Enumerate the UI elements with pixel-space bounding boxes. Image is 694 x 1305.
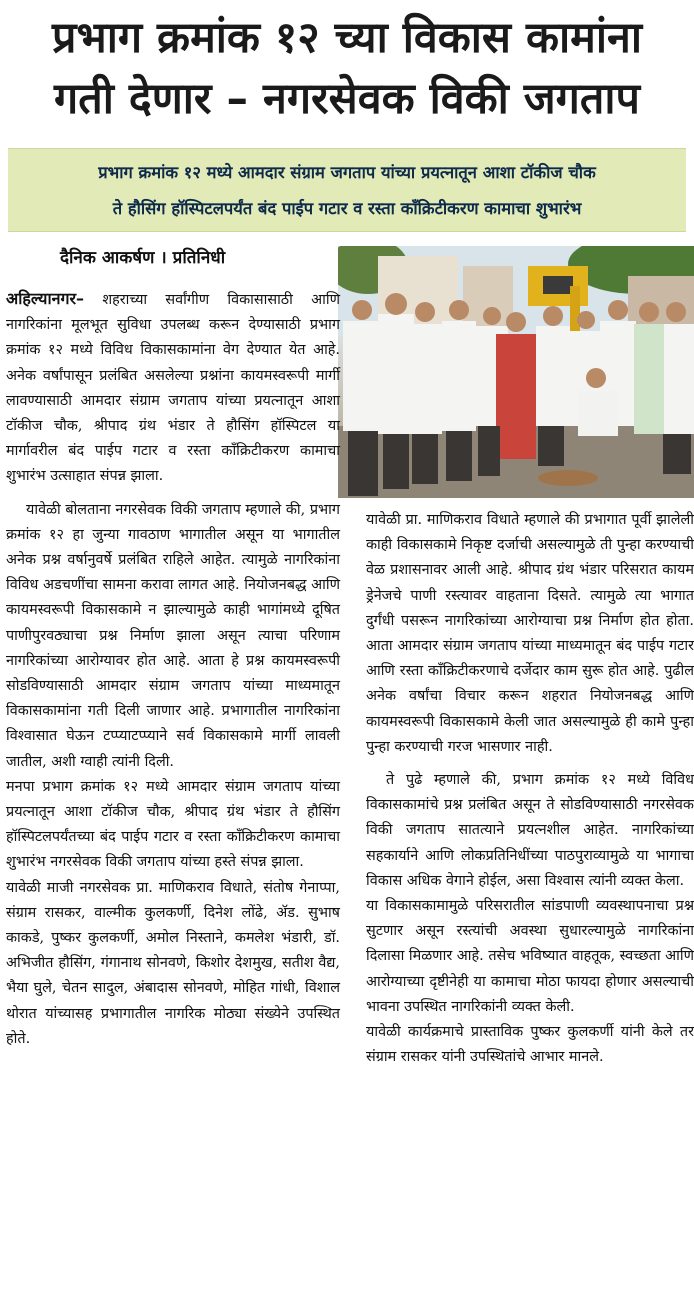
subheadline-line-2: ते हौसिंग हॉस्पिटलपर्यंत बंद पाईप गटार व रस्ता काँक्रिटीकरण कामाचा शुभारंभ xyxy=(112,199,582,218)
byline: दैनिक आकर्षण । प्रतिनिधी xyxy=(60,248,226,268)
article-paragraph-1 xyxy=(6,286,340,490)
article-column-right xyxy=(366,508,694,1070)
article-paragraph-7: या विकासकामामुळे परिसरातील सांडपाणी व्यवस्थापनाचा प्रश्न सुटणार असून रस्त्यांची अवस्था सुधारल्यामुळे नागरिकांना दिलासा मिळणार आहे. तसेच भविष्यात वाहतूक, स्वच्छता आणि आरोग्याच्या दृष्टीनेही या कामाचा मोठा फायदा होणार असल्याची भावना उपस्थित नागरिकांनी व्यक्त केली. xyxy=(366,898,694,1015)
photo-illustration xyxy=(338,246,694,498)
article-paragraph-5: यावेळी प्रा. माणिकराव विधाते म्हणाले की प्रभागात पूर्वी झालेली काही विकासकामे निकृष्ट दर्जाची असल्यामुळे ती पुन्हा करण्याची वेळ प्रशासनावर आली आहे. श्रीपाद ग्रंथ भंडार परिसरात कायम ड्रेनेजचे पाणी रस्त्यावर वाहताना दिसते. त्यामुळे त्या भागात दुर्गंधी पसरून नागरिकांच्या आरोग्याचा प्रश्न निर्माण होत होता. आता आमदार संग्राम जगताप यांच्या माध्यमातून बंद पाईप गटार आणि रस्ता काँक्रिटीकरणाचे दर्जेदार काम सुरू होत आहे. पुढील अनेक वर्षांचा विचार करून शहरात नियोजनबद्ध आणि कायमस्वरूपी विकासकामे केली जात असल्यामुळे ही कामे पुन्हा पुन्हा करण्याची गरज भासणार नाही. xyxy=(366,512,694,755)
headline xyxy=(0,8,694,130)
article-paragraph-8: यावेळी कार्यक्रमाचे प्रास्ताविक पुष्कर कुलकर्णी यांनी केले तर संग्राम रासकर यांनी उपस्थितांचे आभार मानले. xyxy=(366,1024,694,1066)
article-paragraph-3: मनपा प्रभाग क्रमांक १२ मध्ये आमदार संग्राम जगताप यांच्या प्रयत्नातून आशा टॉकीज चौक, श्रीपाद ग्रंथ भंडार ते हौसिंग हॉस्पिटलपर्यंतच्या बंद पाईप गटार व रस्ता काँक्रिटीकरण कामाचा शुभारंभ नगरसेवक विकी जगताप यांच्या हस्ते संपन्न झाला. xyxy=(6,778,340,871)
dateline: अहिल्यानगर– xyxy=(6,289,85,308)
article-paragraph-4: यावेळी माजी नगरसेवक प्रा. माणिकराव विधाते, संतोष गेनाप्पा, संग्राम रासकर, वाल्मीक कुलकर्णी, दिनेश लोंढे, ॲड. सुभाष काकडे, पुष्कर कुलकर्णी, अमोल निस्ताने, कमलेश भंडारी, डॉ. अभिजीत हौसिंग, गंगानाथ सोनवणे, किशोर देशमुख, सतीश वैद्य, भैया घुले, चेतन सादुल, अंबादास सोनवणे, मोहित गांधी, विशाल थोरात यांच्यासह प्रभागातील नागरिक मोठ्या संख्येने उपस्थित होते. xyxy=(6,879,340,1047)
article-paragraph-1-text: शहराच्या सर्वांगीण विकासासाठी आणि नागरिकांना मूलभूत सुविधा उपलब्ध करून देण्यासाठी प्रभाग क्रमांक १२ मध्ये विविध विकासकामांना वेग देण्यात येत आहे. अनेक वर्षांपासून प्रलंबित असलेल्या प्रश्नांना कायमस्वरूपी मार्गी लावण्यासाठी आमदार संग्राम जगताप यांच्या प्रयत्नातून आशा टॉकीज चौक, श्रीपाद ग्रंथ भंडार ते हौसिंग हॉस्पिटल या मार्गावरील बंद पाईप गटार व रस्ता काँक्रिटीकरण कामाचा शुभारंभ उत्साहात संपन्न झाला. xyxy=(6,292,340,485)
article-paragraph-6: ते पुढे म्हणाले की, प्रभाग क्रमांक १२ मध्ये विविध विकासकामांचे प्रश्न प्रलंबित असून ते सोडविण्यासाठी नगरसेवक विकी जगताप सातत्याने प्रयत्नशील आहेत. नागरिकांच्या सहकार्याने आणि लोकप्रतिनिधींच्या पाठपुराव्यामुळे या भागाचा विकास अधिक वेगाने होईल, असा विश्वास त्यांनी व्यक्त केला. xyxy=(366,772,694,889)
headline-line-1: प्रभाग क्रमांक १२ च्या विकास कामांना xyxy=(52,13,642,63)
subheadline-box xyxy=(8,148,686,232)
headline-line-2: गती देणार – नगरसेवक विकी जगताप xyxy=(54,74,640,124)
article-paragraph-2: यावेळी बोलताना नगरसेवक विकी जगताप म्हणाले की, प्रभाग क्रमांक १२ हा जुन्या गावठाण भागातील असून या भागातील अनेक प्रश्न वर्षानुवर्षे प्रलंबित राहिले आहेत. त्यामुळे नागरिकांना विविध अडचणींचा सामना करावा लागत आहे. नियोजनबद्ध आणि कायमस्वरूपी विकासकामे न झाल्यामुळे काही भागांमध्ये दूषित पाणीपुरवठ्याचा प्रश्न निर्माण झाला असून त्याचा परिणाम नागरिकांच्या आरोग्यावर होत आहे. आता हे प्रश्न कायमस्वरूपी सोडविण्यासाठी आमदार संग्राम जगताप यांच्या माध्यमातून विकासकामांना गती दिली जाणार आहे. प्रभागातील नागरिकांना विश्वासात घेऊन टप्प्याटप्प्याने सर्व विकासकामे मार्गी लावली जातील, अशी ग्वाही त्यांनी दिली. xyxy=(6,501,340,770)
subheadline-line-1: प्रभाग क्रमांक १२ मध्ये आमदार संग्राम जगताप यांच्या प्रयत्नातून आशा टॉकीज चौक xyxy=(98,163,596,182)
article-column-left xyxy=(6,286,340,1052)
news-photo xyxy=(338,246,694,498)
